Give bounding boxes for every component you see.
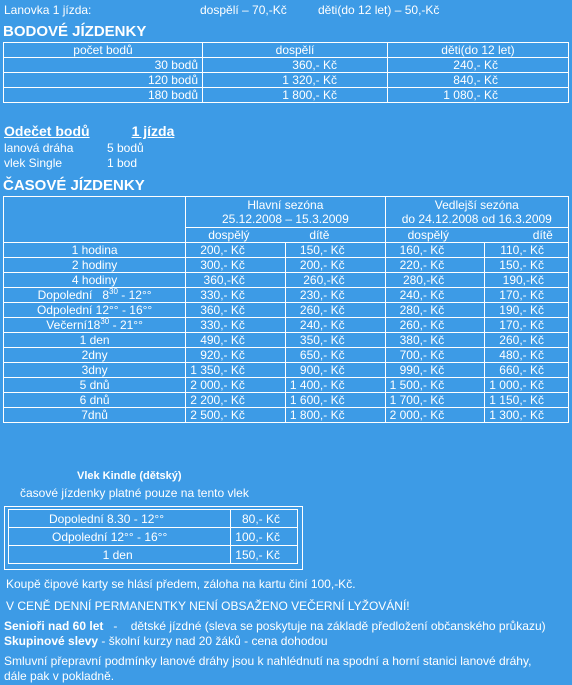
adult-price: 360,-Kč — [186, 273, 286, 288]
child-price: 260,-Kč — [285, 273, 385, 288]
note-seniors-bold: Senioři nad 60 let — [4, 619, 104, 633]
duration-label: 7dnů — [4, 408, 186, 423]
note-terms-1: Smluvní přepravní podmínky lanové dráhy jsou k nahlédnutí na spodní a horní stanici lanové dráhy, — [4, 654, 532, 668]
child-price: 110,- Kč — [485, 243, 569, 258]
side-adult-col: dospělý — [385, 228, 485, 243]
note-card: Koupě čipové karty se hlásí předem, záloha na kartu činí 100,-Kč. — [6, 577, 356, 591]
child-price: 1 800,- Kč — [285, 408, 385, 423]
deduct-title-ride: 1 jízda — [131, 123, 175, 139]
main-adult-col: dospělý — [186, 228, 286, 243]
duration-label: 2 hodiny — [4, 258, 186, 273]
deduct-title — [4, 123, 174, 139]
child-price: 150,- Kč — [285, 243, 385, 258]
points-adult: 360,- Kč — [203, 58, 388, 73]
duration-text: Večerní — [46, 318, 87, 332]
child-price: 1 300,- Kč — [485, 408, 569, 423]
table-row — [4, 73, 569, 88]
deduct-cable-label: lanová dráha — [4, 141, 74, 155]
points-adult: 1 320,- Kč — [203, 73, 388, 88]
kindle-label: Dopolední 8.30 - 12°° — [9, 510, 231, 528]
table-row — [4, 273, 569, 288]
points-child: 840,- Kč — [388, 73, 569, 88]
main-child-col: dítě — [285, 228, 385, 243]
table-row — [4, 348, 569, 363]
points-adult: 1 800,- Kč — [203, 88, 388, 103]
child-price: 260,- Kč — [285, 303, 385, 318]
time-title: ČASOVÉ JÍZDENKY — [3, 177, 145, 194]
main-season-dates: 25.12.2008 – 15.3.2009 — [221, 212, 349, 226]
deduct-title-text: Odečet bodů — [4, 123, 90, 139]
child-price: 900,- Kč — [285, 363, 385, 378]
child-price: 650,- Kč — [285, 348, 385, 363]
adult-price: 700,- Kč — [385, 348, 485, 363]
adult-price: 260,- Kč — [385, 318, 485, 333]
child-price: 1 400,- Kč — [285, 378, 385, 393]
side-season-label: Vedlejší sezóna — [434, 198, 519, 212]
table-row — [4, 88, 569, 103]
adult-price: 220,- Kč — [385, 258, 485, 273]
child-price: 480,- Kč — [485, 348, 569, 363]
table-row — [9, 546, 298, 564]
child-price: 1 000,- Kč — [485, 378, 569, 393]
adult-price: 2 200,- Kč — [186, 393, 286, 408]
adult-price: 490,- Kč — [186, 333, 286, 348]
duration-label — [4, 288, 186, 303]
adult-price: 280,- Kč — [385, 303, 485, 318]
deduct-single-label: vlek Single — [4, 156, 63, 170]
adult-price: 240,- Kč — [385, 288, 485, 303]
points-title: BODOVÉ JÍZDENKY — [3, 23, 147, 40]
table-row — [4, 393, 569, 408]
child-price: 660,- Kč — [485, 363, 569, 378]
child-price: 170,- Kč — [485, 318, 569, 333]
child-price: 230,- Kč — [285, 288, 385, 303]
adult-price: 330,- Kč — [186, 288, 286, 303]
points-count: 30 bodů — [4, 58, 203, 73]
kindle-subtitle: časové jízdenky platné pouze na tento vlek — [20, 486, 249, 500]
duration-label: 2dny — [4, 348, 186, 363]
child-price: 1 150,- Kč — [485, 393, 569, 408]
adult-price: 920,- Kč — [186, 348, 286, 363]
points-child: 240,- Kč — [388, 58, 569, 73]
points-header-count: počet bodů — [4, 43, 203, 58]
table-row — [9, 510, 298, 528]
child-price: 1 600,- Kč — [285, 393, 385, 408]
adult-price: 200,- Kč — [186, 243, 286, 258]
duration-time-sup: 30 — [109, 287, 118, 296]
kindle-label: Odpolední 12°° - 16°° — [9, 528, 231, 546]
duration-label: 3dny — [4, 363, 186, 378]
duration-label: 6 dnů — [4, 393, 186, 408]
deduct-cable-value: 5 bodů — [107, 141, 144, 155]
adult-price: 2 500,- Kč — [186, 408, 286, 423]
note-groups-rest: - školní kurzy nad 20 žáků - cena dohodou — [98, 634, 328, 648]
duration-time-sup: 30 — [100, 317, 110, 326]
kindle-title: Vlek Kindle (dětský) — [77, 470, 182, 482]
child-price: 240,- Kč — [285, 318, 385, 333]
time-table — [3, 196, 569, 423]
cable-car-child-price: děti(do 12 let) – 50,-Kč — [318, 3, 440, 17]
adult-price: 1 500,- Kč — [385, 378, 485, 393]
side-season-header — [385, 197, 568, 228]
duration-time-start: 18 — [87, 318, 101, 332]
cable-car-adult-price: dospělí – 70,-Kč — [200, 3, 287, 17]
table-row — [4, 58, 569, 73]
note-groups-bold: Skupinové slevy — [4, 634, 99, 648]
note-evening: V CENĚ DENNÍ PERMANENTKY NENÍ OBSAŽENO VEČERNÍ LYŽOVÁNÍ! — [6, 599, 410, 613]
kindle-label: 1 den — [9, 546, 231, 564]
note-terms-2: dále pak v pokladně. — [4, 669, 115, 683]
table-row — [4, 243, 569, 258]
duration-label: Odpolední 12°° - 16°° — [4, 303, 186, 318]
duration-time-end: - 12°° — [121, 288, 152, 302]
duration-label: 5 dnů — [4, 378, 186, 393]
table-row — [4, 318, 569, 333]
adult-price: 2 000,- Kč — [385, 408, 485, 423]
main-season-header — [186, 197, 385, 228]
adult-price: 160,- Kč — [385, 243, 485, 258]
adult-price: 300,- Kč — [186, 258, 286, 273]
child-price: 200,- Kč — [285, 258, 385, 273]
child-price: 150,- Kč — [485, 258, 569, 273]
table-row — [4, 363, 569, 378]
table-row — [4, 378, 569, 393]
table-row — [4, 258, 569, 273]
main-season-label: Hlavní sezóna — [247, 198, 324, 212]
duration-label: 4 hodiny — [4, 273, 186, 288]
adult-price: 2 000,- Kč — [186, 378, 286, 393]
kindle-price: 100,- Kč — [231, 528, 298, 546]
table-row — [9, 528, 298, 546]
table-row — [4, 408, 569, 423]
side-child-col: dítě — [485, 228, 569, 243]
child-price: 260,- Kč — [485, 333, 569, 348]
child-price: 350,- Kč — [285, 333, 385, 348]
child-price: 190,-Kč — [485, 273, 569, 288]
table-row — [4, 303, 569, 318]
duration-time-end: - 21°° — [112, 318, 143, 332]
points-count: 120 bodů — [4, 73, 203, 88]
points-header-child: děti(do 12 let) — [388, 43, 569, 58]
table-row — [4, 288, 569, 303]
points-child: 1 080,- Kč — [388, 88, 569, 103]
table-row — [4, 333, 569, 348]
duration-label — [4, 318, 186, 333]
cable-car-label: Lanovka 1 jízda: — [4, 3, 92, 17]
adult-price: 380,- Kč — [385, 333, 485, 348]
adult-price: 360,- Kč — [186, 303, 286, 318]
points-count: 180 bodů — [4, 88, 203, 103]
adult-price: 1 350,- Kč — [186, 363, 286, 378]
duration-label: 1 den — [4, 333, 186, 348]
kindle-price: 80,- Kč — [231, 510, 298, 528]
deduct-single-value: 1 bod — [107, 156, 138, 170]
side-season-dates: do 24.12.2008 od 16.3.2009 — [401, 212, 552, 226]
points-table — [3, 42, 569, 103]
note-groups — [4, 634, 328, 648]
child-price: 170,- Kč — [485, 288, 569, 303]
duration-label: 1 hodina — [4, 243, 186, 258]
note-seniors-rest: - dětské jízdné (sleva se poskytuje na základě předložení občanského průkazu) — [103, 619, 546, 633]
kindle-table — [8, 509, 298, 564]
kindle-price: 150,- Kč — [231, 546, 298, 564]
points-header-adult: dospělí — [203, 43, 388, 58]
adult-price: 280,-Kč — [385, 273, 485, 288]
adult-price: 990,- Kč — [385, 363, 485, 378]
child-price: 190,- Kč — [485, 303, 569, 318]
adult-price: 1 700,- Kč — [385, 393, 485, 408]
duration-text: Dopolední — [37, 288, 93, 302]
adult-price: 330,- Kč — [186, 318, 286, 333]
duration-time-start: 8 — [102, 288, 110, 302]
note-seniors — [4, 619, 546, 633]
